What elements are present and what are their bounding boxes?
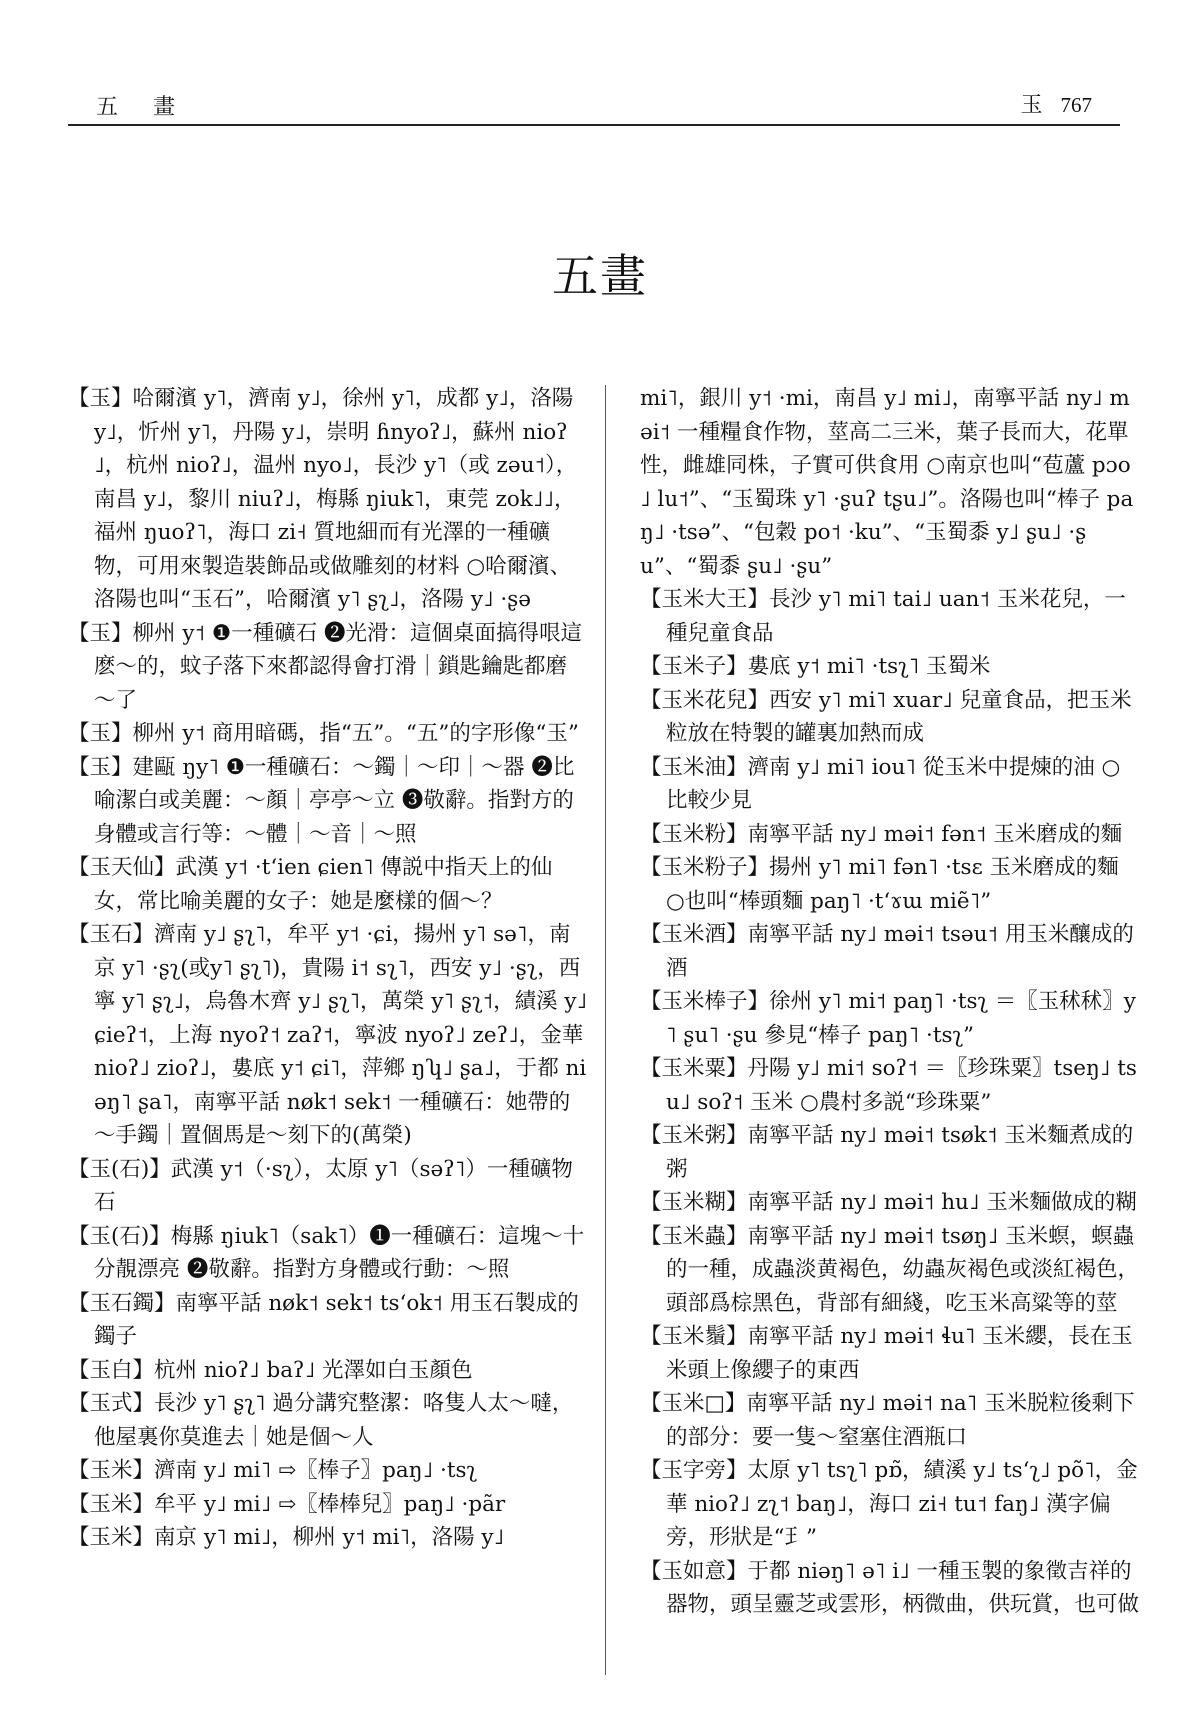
dictionary-entry: 【玉式】長沙 y˥ ʂʅ˥ 過分講究整潔：咯隻人太～噠，他屋裏你莫進去｜她是個～人 — [68, 1391, 574, 1450]
dictionary-entry: 【玉】柳州 y˦ 商用暗碼，指“五”。“五”的字形像“玉” — [68, 721, 579, 746]
dictionary-entry: 【玉米粥】南寧平話 ny˩ məi˦ tsøk˦ 玉米麵煮成的粥 — [640, 1123, 1134, 1182]
dictionary-entry: 【玉米粟】丹陽 y˩ mi˦ soʔ˦ ＝〖珍珠粟〗tseŋ˩ tsu˩ soʔ˦ 玉米 ○農村多説“珍珠粟” — [640, 1056, 1137, 1115]
left-column — [68, 382, 588, 1555]
dictionary-entry: 【玉】柳州 y˦ ❶一種礦石 ❷光滑：這個桌面搞得哏這麽～的，蚊子落下來都認得會打滑｜鎖匙鑰匙都磨～了 — [68, 620, 583, 713]
dictionary-entry: 【玉石鐲】南寧平話 nøk˦ sek˦ tsʻok˦ 用玉石製成的鐲子 — [68, 1290, 579, 1349]
dictionary-entry: 【玉米□】南寧平話 ny˩ məi˦ na˥ 玉米脱粒後剩下的部分：要一隻～窒塞住酒瓶口 — [640, 1391, 1135, 1450]
dictionary-entry: 【玉字旁】太原 y˥ tsʅ˥ pɒ̃，績溪 y˩ tsʻʅ˩ põ˥，金華 nioʔ˩ zʅ˦ baŋ˩，海口 zi˧ tu˦ faŋ˩ 漢字偏旁，形狀是“⺩” — [640, 1458, 1138, 1550]
dictionary-entry: 【玉米鬚】南寧平話 ny˩ məi˦ ɬu˥ 玉米纓，長在玉米頭上像纓子的東西 — [640, 1324, 1133, 1383]
dictionary-entry: 【玉米酒】南寧平話 ny˩ məi˦ tsəu˦ 用玉米釀成的酒 — [640, 922, 1134, 981]
column-divider — [605, 385, 606, 1675]
dictionary-entry: 【玉(石)】武漢 y˦（·sʅ），太原 y˥（səʔ˥）一種礦物石 — [68, 1156, 573, 1215]
dictionary-entry: 【玉米花兒】西安 y˥ mi˥ xuar˩ 兒童食品，把玉米粒放在特製的罐裏加熱而成 — [640, 687, 1132, 746]
running-header — [68, 84, 1120, 126]
dictionary-entry: 【玉(石)】梅縣 ŋiuk˥（sak˥）❶一種礦石：這塊～十分靚漂亮 ❷敬辭。指對方身體或行動：～照 — [68, 1223, 585, 1282]
dictionary-entry: 【玉米】南京 y˥ mi˩，柳州 y˦ mi˥，洛陽 y˩ — [68, 1525, 505, 1550]
dictionary-entry: 【玉石】濟南 y˩ ʂʅ˥，牟平 y˦ ·ɕi，揚州 y˥ sə˥，南京 y˥ ·ʂʅ(或y˥ ʂʅ˥)，貴陽 i˦ sʅ˥，西安 y˩ ·ʂʅ，西寧 y˥ ʂʅ˩，烏魯木齊 y˩ ʂʅ˥，萬榮 y˥ ʂʅ˦，績溪 y˩ ɕieʔ˦，上海 nyoʔ˦ zaʔ˦，寧波 nyoʔ˩ zeʔ˩，金華 nioʔ˩ zioʔ˩，婁底 y˦ ɕi˥，萍鄉 ŋʮ˩ ʂa˩，于都 niəŋ˥ ʂa˥，南寧平話 nøk˦ sek˦ 一種礦石：她帶的～手鐲｜置個馬是～刻下的(萬榮) — [68, 922, 588, 1148]
header-page-info — [1020, 88, 1092, 119]
dictionary-entry: 【玉】哈爾濱 y˥，濟南 y˩，徐州 y˥，成都 y˩，洛陽 y˩，忻州 y˥，丹陽 y˩，崇明 ɦnyoʔ˩，蘇州 nioʔ˩，杭州 nioʔ˩，温州 nyo˩，長沙 y˥（或 zəu˦），南昌 y˩，黎川 niuʔ˩，梅縣 ŋiuk˥，東莞 zok˩˩，福州 ŋuoʔ˥，海口 zi˧ 質地細而有光澤的一種礦物，可用來製造裝飾品或做雕刻的材料 ○哈爾濱、洛陽也叫“玉石”，哈爾濱 y˥ ʂʅ˩，洛陽 y˩ ·ʂə — [68, 386, 578, 612]
dictionary-entry: 【玉米蟲】南寧平話 ny˩ məi˦ tsøŋ˩ 玉米螟，螟蟲的一種，成蟲淡黄褐色，幼蟲灰褐色或淡紅褐色，頭部爲棕黑色，背部有細綫，吃玉米高粱等的莖 — [640, 1223, 1140, 1316]
page-number: 767 — [1060, 93, 1092, 117]
dictionary-entry: 【玉米】牟平 y˩ mi˩ ⇨〖棒棒兒〗paŋ˩ ·pãr — [68, 1491, 506, 1517]
dictionary-entry: 【玉米大王】長沙 y˥ mi˥ tai˩ uan˦ 玉米花兒，一種兒童食品 — [640, 587, 1126, 646]
section-title: 五畫 — [552, 249, 648, 303]
dictionary-entry: 【玉如意】于都 niəŋ˥ ə˥ i˩ 一種玉製的象徵吉祥的器物，頭呈靈芝或雲形，柄微曲，供玩賞，也可做 — [640, 1558, 1140, 1617]
dictionary-entry: 【玉天仙】武漢 y˦ ·tʻien ɕien˥ 傳説中指天上的仙女，常比喻美麗的女子：她是麼樣的個～？ — [68, 855, 553, 914]
dictionary-entry: 【玉米糊】南寧平話 ny˩ məi˦ hu˩ 玉米麵做成的糊 — [640, 1190, 1137, 1215]
dictionary-entry: 【玉】建甌 ŋy˥ ❶一種礦石：～鐲｜～印｜～器 ❷比喻潔白或美麗：～顏｜亭亭～立 ❸敬辭。指對方的身體或言行等：～體｜～音｜～照 — [68, 754, 575, 847]
dictionary-entry: 【玉米粉】南寧平話 ny˩ məi˦ fən˦ 玉米磨成的麵 — [640, 821, 1123, 847]
header-section-label: 五 畫 — [96, 95, 189, 120]
header-headword: 玉 — [1020, 93, 1043, 118]
right-column — [640, 382, 1140, 1622]
dictionary-entry: 【玉米油】濟南 y˩ mi˥ iou˥ 從玉米中提煉的油 ○比較少見 — [640, 754, 1121, 813]
dictionary-entry: mi˥，銀川 y˦ ·mi，南昌 y˩ mi˩，南寧平話 ny˩ məi˦ 一種糧食作物，莖高二三米，葉子長而大，花單性，雌雄同株，子實可供食用 ○南京也叫“苞蘆 pɔo˩ lu˦”、“玉蜀珠 y˥ ·ʂuʔ tʂu˩”。洛陽也叫“棒子 paŋ˩ ·tsə”、“包穀 po˦ ·ku”、“玉蜀黍 y˩ ʂu˩ ·ʂu”、“蜀黍 ʂu˩ ·ʂu” — [640, 386, 1134, 579]
dictionary-entry: 【玉白】杭州 nioʔ˩ baʔ˩ 光澤如白玉顏色 — [68, 1357, 473, 1383]
dictionary-entry: 【玉米粉子】揚州 y˥ mi˥ fən˥ ·tsɛ 玉米磨成的麵 ○也叫“棒頭麵 paŋ˥ ·tʻɤɯ miẽ˥” — [640, 855, 1119, 914]
dictionary-entry: 【玉米棒子】徐州 y˥ mi˦ paŋ˥ ·tsʅ ＝〖玉秫秫〗y˥ ʂu˥ ·ʂu 參見“棒子 paŋ˥ ·tsʅ” — [640, 989, 1136, 1048]
dictionary-entry: 【玉米】濟南 y˩ mi˥ ⇨〖棒子〗paŋ˩ ·tsʅ — [68, 1458, 477, 1483]
dictionary-entry: 【玉米子】婁底 y˦ mi˥ ·tsʅ˥ 玉蜀米 — [640, 654, 991, 679]
